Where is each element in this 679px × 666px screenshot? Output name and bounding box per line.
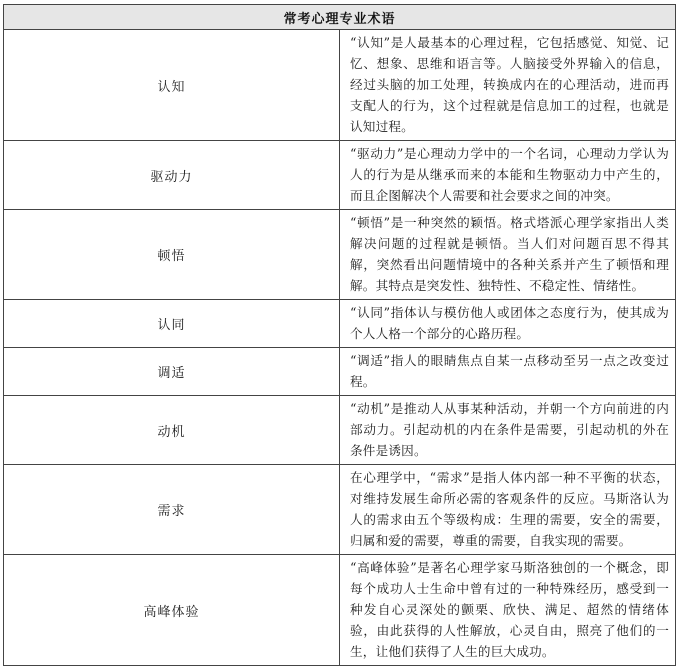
term-cell: 需求 (4, 465, 340, 555)
table-row (4, 396, 676, 465)
definition-cell: “顿悟”是一种突然的颖悟。格式塔派心理学家指出人类解决问题的过程就是顿悟。当人们对问题百思不得其解，突然看出问题情境中的各种关系并产生了顿悟和理解。其特点是突发性、独特性、不稳定性、情绪性。 (340, 210, 676, 300)
table-row (4, 30, 676, 141)
definition-cell: 在心理学中，“需求”是指人体内部一种不平衡的状态，对维持发展生命所必需的客观条件的反应。马斯洛认为人的需求由五个等级构成：生理的需要，安全的需要，归属和爱的需要，尊重的需要，自我实现的需要。 (340, 465, 676, 555)
term-cell: 认知 (4, 30, 340, 141)
table-row (4, 555, 676, 666)
term-cell: 驱动力 (4, 141, 340, 210)
definition-cell: “动机”是推动人从事某种活动，并朝一个方向前进的内部动力。引起动机的内在条件是需要，引起动机的外在条件是诱因。 (340, 396, 676, 465)
definition-cell: “高峰体验”是著名心理学家马斯洛独创的一个概念，即每个成功人士生命中曾有过的一种特殊经历，感受到一种发自心灵深处的颤栗、欣快、满足、超然的情绪体验，由此获得的人性解放，心灵自由，照亮了他们的一生，让他们获得了人生的巨大成功。 (340, 555, 676, 666)
term-cell: 调适 (4, 348, 340, 396)
table-title: 常考心理专业术语 (4, 5, 676, 30)
term-cell: 顿悟 (4, 210, 340, 300)
table-row (4, 210, 676, 300)
definition-cell: “调适”指人的眼睛焦点自某一点移动至另一点之改变过程。 (340, 348, 676, 396)
term-cell: 认同 (4, 300, 340, 348)
table-row (4, 141, 676, 210)
table-row (4, 300, 676, 348)
definition-cell: “认知”是人最基本的心理过程，它包括感觉、知觉、记忆、想象、思维和语言等。人脑接受外界输入的信息，经过头脑的加工处理，转换成内在的心理活动，进而再支配人的行为，这个过程就是信息加工的过程，也就是认知过程。 (340, 30, 676, 141)
table-title-row (4, 5, 676, 30)
psychology-terms-table (3, 4, 676, 666)
definition-cell: “驱动力”是心理动力学中的一个名词，心理动力学认为人的行为是从继承而来的本能和生物驱动力中产生的，而且企图解决个人需要和社会要求之间的冲突。 (340, 141, 676, 210)
term-cell: 动机 (4, 396, 340, 465)
definition-cell: “认同”指体认与模仿他人或团体之态度行为，使其成为个人人格一个部分的心路历程。 (340, 300, 676, 348)
table-row (4, 465, 676, 555)
term-cell: 高峰体验 (4, 555, 340, 666)
table-row (4, 348, 676, 396)
